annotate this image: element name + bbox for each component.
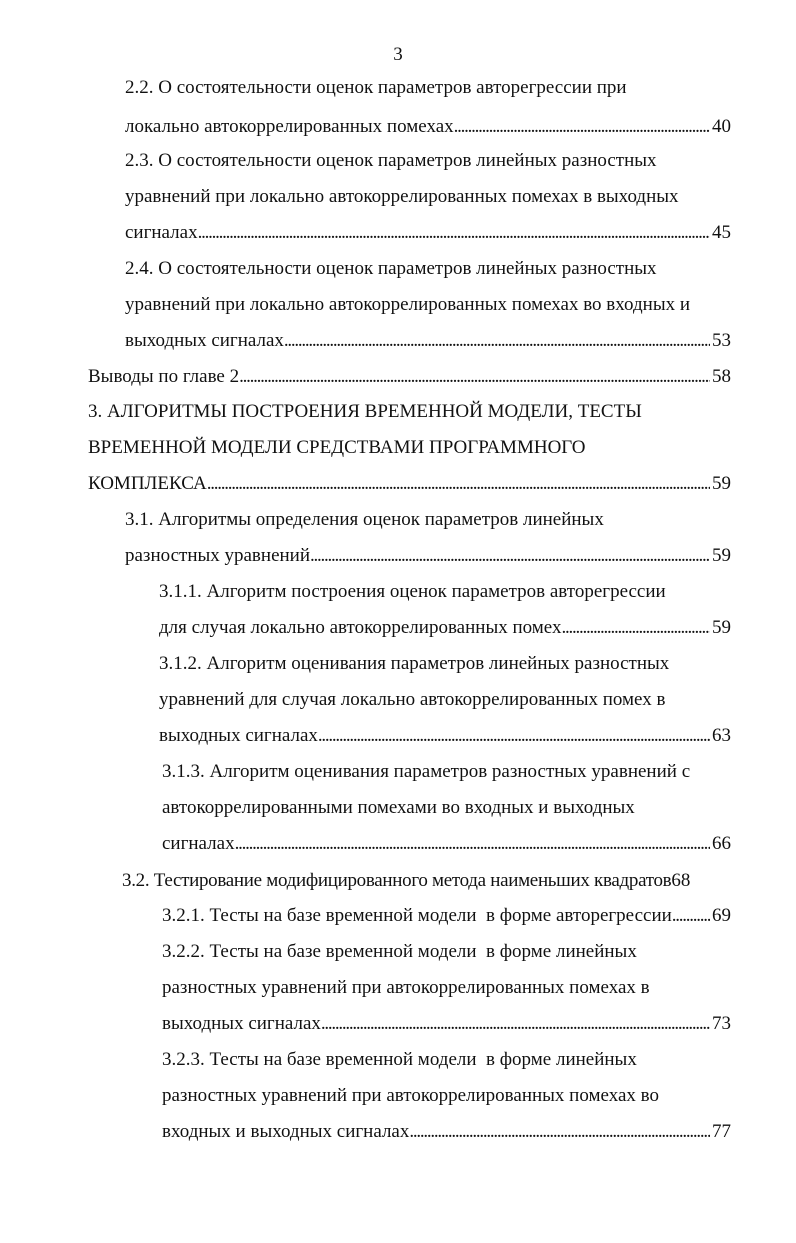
toc-entry-3-1-2-line2: уравнений для случая локально автокоррелированных помех в (159, 689, 666, 710)
toc-entry-text: 3.2. Тестирование модифицированного метода наименьших квадратов (122, 870, 672, 891)
toc-entry-3-1-2-line3 (159, 721, 731, 751)
dot-leader (318, 721, 710, 751)
toc-entry-3-1-2-line1: 3.1.2. Алгоритм оценивания параметров линейных разностных (159, 653, 670, 674)
toc-entry-3-2-2-line2: разностных уравнений при автокоррелированных помехах в (162, 977, 650, 998)
toc-entry-text: сигналах (125, 222, 198, 243)
toc-page-number: 73 (712, 1013, 731, 1034)
dot-leader (672, 901, 710, 931)
toc-entry-text: выходных сигналах (125, 330, 284, 351)
toc-chapter-3-line2: ВРЕМЕННОЙ МОДЕЛИ СРЕДСТВАМИ ПРОГРАММНОГО (88, 437, 586, 458)
toc-entry-3-1-line2 (125, 541, 731, 571)
toc-page-number: 53 (712, 330, 731, 351)
dot-leader (239, 362, 710, 392)
toc-entry-text: Выводы по главе 2 (88, 366, 240, 387)
toc-entry-3-1-3-line2: автокоррелированными помехами во входных и выходных (162, 797, 635, 818)
toc-entry-2-4-line2: уравнений при локально автокоррелированных помехах во входных и (125, 294, 691, 315)
toc-entry-text: для случая локально автокоррелированных помех (159, 617, 562, 638)
toc-page-number: 58 (712, 366, 731, 387)
toc-entry-2-3-line1: 2.3. О состоятельности оценок параметров линейных разностных (125, 150, 657, 171)
toc-entry-2-3-line3 (125, 218, 731, 248)
dot-leader (235, 829, 710, 859)
toc-entry-3-2-2-line1: 3.2.2. Тесты на базе временной модели в форме линейных (162, 941, 637, 962)
toc-entry-3-1-1-line2 (159, 613, 731, 643)
toc-entry-3-2-3-line1: 3.2.3. Тесты на базе временной модели в форме линейных (162, 1049, 637, 1070)
toc-entry-3-2-3-line3 (162, 1117, 731, 1147)
toc-entry-3-2-3-line2: разностных уравнений при автокоррелированных помехах во (162, 1085, 659, 1106)
toc-entry-3-1-1-line1: 3.1.1. Алгоритм построения оценок параметров авторегрессии (159, 581, 666, 602)
toc-entry-2-2-line2 (125, 112, 731, 142)
dot-leader (284, 326, 710, 356)
dot-leader (207, 469, 710, 499)
dot-leader (198, 218, 710, 248)
toc-entry-text: локально автокоррелированных помехах (125, 116, 454, 137)
toc-page-number: 40 (712, 116, 731, 137)
toc-entry-3-2 (122, 866, 731, 896)
dot-leader (409, 1117, 710, 1147)
toc-page-number: 59 (712, 617, 731, 638)
toc-entry-text: выходных сигналах (162, 1013, 321, 1034)
toc-entry-2-2-line1: 2.2. О состоятельности оценок параметров авторегрессии при (125, 77, 627, 98)
toc-entry-3-1-3-line1: 3.1.3. Алгоритм оценивания параметров разностных уравнений с (162, 761, 691, 782)
toc-entry-text: входных и выходных сигналах (162, 1121, 410, 1142)
toc-page-number: 59 (712, 545, 731, 566)
toc-entry-2-4-line1: 2.4. О состоятельности оценок параметров линейных разностных (125, 258, 657, 279)
toc-entry-2-3-line2: уравнений при локально автокоррелированных помехах в выходных (125, 186, 679, 207)
toc-page-number: 68 (671, 870, 691, 891)
dot-leader (454, 112, 710, 142)
dot-leader (310, 541, 710, 571)
dot-leader (321, 1009, 710, 1039)
toc-entry-3-1-3-line3 (162, 829, 731, 859)
toc-entry-text: разностных уравнений (125, 545, 311, 566)
toc-chapter-3-line3 (88, 469, 731, 499)
toc-entry-3-2-2-line3 (162, 1009, 731, 1039)
toc-entry-3-2-1 (162, 901, 731, 931)
toc-entry-text: сигналах (162, 833, 235, 854)
toc-entry-conclusions-2 (88, 362, 731, 392)
toc-page-number: 66 (712, 833, 731, 854)
toc-chapter-3-line1: 3. АЛГОРИТМЫ ПОСТРОЕНИЯ ВРЕМЕННОЙ МОДЕЛИ, ТЕСТЫ (88, 401, 642, 422)
toc-page-number: 59 (712, 473, 731, 494)
toc-page-number: 77 (712, 1121, 731, 1142)
toc-entry-3-1-line1: 3.1. Алгоритмы определения оценок параметров линейных (125, 509, 604, 530)
toc-page-number: 69 (712, 905, 731, 926)
toc-page-number: 45 (712, 222, 731, 243)
page-number: 3 (393, 44, 403, 65)
toc-entry-2-4-line3 (125, 326, 731, 356)
dot-leader (561, 613, 710, 643)
toc-entry-text: выходных сигналах (159, 725, 318, 746)
toc-entry-text: 3.2.1. Тесты на базе временной модели в форме авторегрессии (162, 905, 672, 926)
toc-entry-text: КОМПЛЕКСА (88, 473, 207, 494)
toc-page-number: 63 (712, 725, 731, 746)
